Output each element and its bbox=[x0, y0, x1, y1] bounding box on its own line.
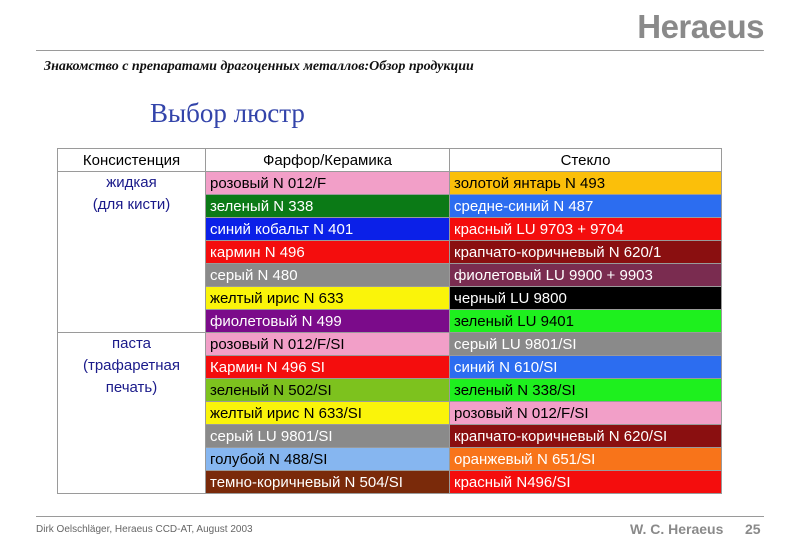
glass-product-cell: фиолетовый LU 9900 + 9903 bbox=[450, 264, 722, 287]
porcelain-product-cell: розовый N 012/F bbox=[206, 172, 450, 195]
consistency-label-line: паста bbox=[111, 335, 151, 352]
footer-company: W. C. Heraeus bbox=[630, 521, 724, 537]
porcelain-product-cell: серый LU 9801/SI bbox=[206, 425, 450, 448]
glass-product-cell: розовый N 012/F/SI bbox=[450, 402, 722, 425]
porcelain-product-cell: кармин N 496 bbox=[206, 241, 450, 264]
table-row bbox=[58, 172, 722, 195]
glass-product-cell: золотой янтарь N 493 bbox=[450, 172, 722, 195]
table-row bbox=[58, 333, 722, 356]
porcelain-product-cell: фиолетовый N 499 bbox=[206, 310, 450, 333]
porcelain-product-cell: желтый ирис N 633/SI bbox=[206, 402, 450, 425]
consistency-liquid bbox=[58, 172, 206, 333]
heraeus-logo: Heraeus bbox=[637, 8, 764, 45]
header-title: Знакомство с препаратами драгоценных металлов:Обзор продукции bbox=[44, 59, 474, 74]
consistency-label-line: жидкая bbox=[106, 174, 157, 191]
product-table bbox=[57, 148, 722, 494]
glass-product-cell: серый LU 9801/SI bbox=[450, 333, 722, 356]
porcelain-product-cell: Кармин N 496 SI bbox=[206, 356, 450, 379]
porcelain-product-cell: желтый ирис N 633 bbox=[206, 287, 450, 310]
glass-product-cell: оранжевый N 651/SI bbox=[450, 448, 722, 471]
porcelain-product-cell: зеленый N 502/SI bbox=[206, 379, 450, 402]
header-consistency: Консистенция bbox=[58, 149, 206, 172]
consistency-label-line: печать) bbox=[105, 379, 158, 396]
header-divider bbox=[36, 50, 764, 51]
page-number: 25 bbox=[745, 521, 761, 537]
porcelain-product-cell: розовый N 012/F/SI bbox=[206, 333, 450, 356]
porcelain-product-cell: синий кобальт N 401 bbox=[206, 218, 450, 241]
glass-product-cell: зеленый N 338/SI bbox=[450, 379, 722, 402]
porcelain-product-cell: голубой N 488/SI bbox=[206, 448, 450, 471]
glass-product-cell: синий N 610/SI bbox=[450, 356, 722, 379]
glass-product-cell: средне-синий N 487 bbox=[450, 195, 722, 218]
slide-title: Выбор люстр bbox=[150, 98, 305, 128]
porcelain-product-cell: зеленый N 338 bbox=[206, 195, 450, 218]
table-body bbox=[58, 172, 722, 494]
table-header-row bbox=[58, 149, 722, 172]
glass-product-cell: зеленый LU 9401 bbox=[450, 310, 722, 333]
porcelain-product-cell: темно-коричневый N 504/SI bbox=[206, 471, 450, 494]
porcelain-product-cell: серый N 480 bbox=[206, 264, 450, 287]
header-glass: Стекло bbox=[450, 149, 722, 172]
consistency-paste bbox=[58, 333, 206, 494]
glass-product-cell: черный LU 9800 bbox=[450, 287, 722, 310]
consistency-label-line: (для кисти) bbox=[92, 196, 171, 213]
header-porcelain: Фарфор/Керамика bbox=[206, 149, 450, 172]
glass-product-cell: красный N496/SI bbox=[450, 471, 722, 494]
footer-divider bbox=[36, 516, 764, 517]
glass-product-cell: крапчато-коричневый N 620/SI bbox=[450, 425, 722, 448]
glass-product-cell: крапчато-коричневый N 620/1 bbox=[450, 241, 722, 264]
footer-author: Dirk Oelschläger, Heraeus CCD-AT, August 2003 bbox=[36, 524, 253, 535]
consistency-label-line: (трафаретная bbox=[82, 357, 181, 374]
glass-product-cell: красный LU 9703 + 9704 bbox=[450, 218, 722, 241]
